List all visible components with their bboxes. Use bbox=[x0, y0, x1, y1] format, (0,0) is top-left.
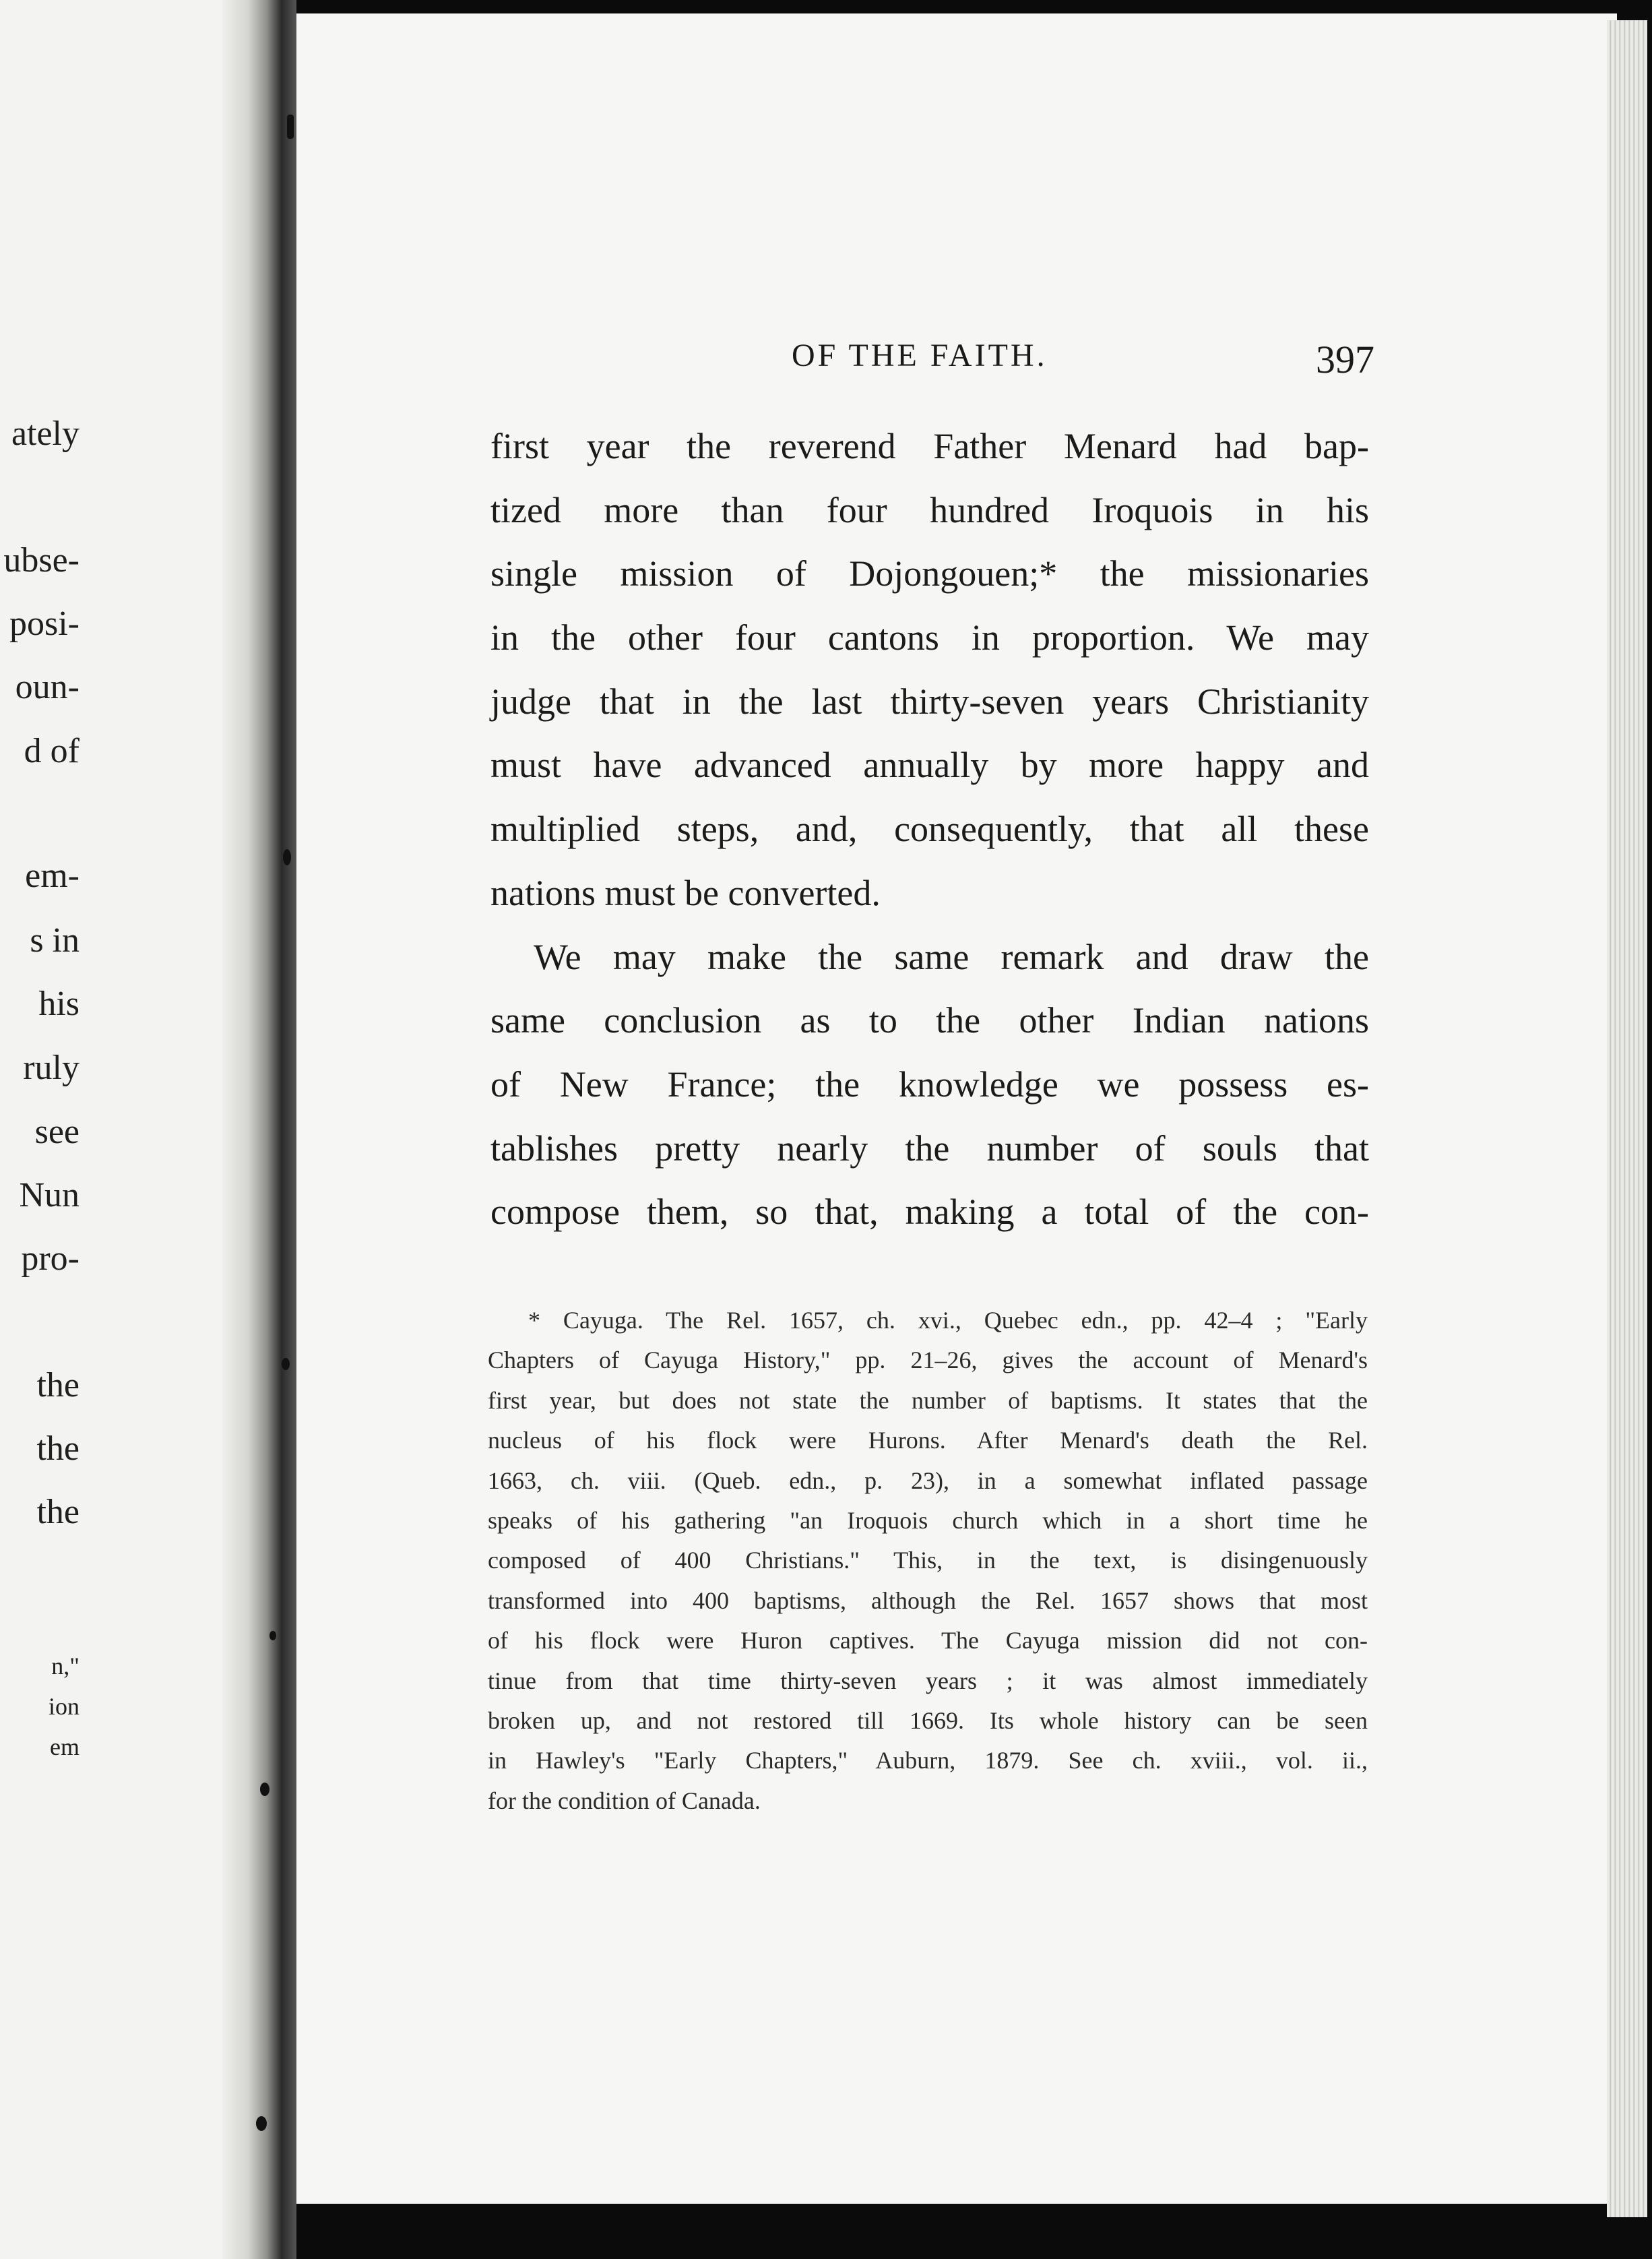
footnote-line: speaks of his gathering "an Iroquois church which in a short time he bbox=[488, 1506, 1368, 1534]
footnote-line: of his flock were Huron captives. The Cayuga mission did not con- bbox=[488, 1627, 1368, 1654]
footnote-line: in Hawley's "Early Chapters," Auburn, 1879. See ch. xviii., vol. ii., bbox=[488, 1747, 1368, 1774]
text-line: first year the reverend Father Menard had bap- bbox=[490, 426, 1369, 466]
binding-mark bbox=[283, 849, 291, 865]
footnote-line: 1663, ch. viii. (Queb. edn., p. 23), in a somewhat inflated passage bbox=[488, 1466, 1368, 1494]
binding-mark bbox=[287, 115, 294, 139]
left-note-fragment: n," bbox=[51, 1652, 80, 1679]
left-fragment: pro- bbox=[21, 1239, 80, 1278]
text-line: judge that in the last thirty-seven years Christianity bbox=[490, 681, 1369, 722]
left-fragment: posi- bbox=[9, 605, 80, 643]
footnote-line: * Cayuga. The Rel. 1657, ch. xvi., Quebec edn., pp. 42–4 ; "Early bbox=[528, 1307, 1368, 1334]
footnote-line: transformed into 400 baptisms, although the Rel. 1657 shows that most bbox=[488, 1586, 1368, 1614]
footnote-line: for the condition of Canada. bbox=[488, 1787, 761, 1814]
footnote bbox=[488, 1301, 1368, 1821]
left-fragment: see bbox=[34, 1113, 80, 1151]
text-line: same conclusion as to the other Indian nations bbox=[490, 1000, 1369, 1041]
binding-mark bbox=[256, 2116, 267, 2131]
text-line: We may make the same remark and draw the bbox=[534, 936, 1369, 977]
footnote-line: nucleus of his flock were Hurons. After Menard's death the Rel. bbox=[488, 1427, 1368, 1454]
left-fragment: ubse- bbox=[3, 541, 80, 580]
left-note-fragment: em bbox=[50, 1733, 80, 1760]
left-fragment: d of bbox=[24, 732, 80, 770]
footnote-line: first year, but does not state the number of baptisms. It states that the bbox=[488, 1386, 1368, 1414]
binding-mark bbox=[282, 1358, 290, 1370]
binding-mark bbox=[269, 1631, 276, 1640]
left-fragment: the bbox=[36, 1429, 80, 1468]
text-line: tized more than four hundred Iroquois in his bbox=[490, 489, 1369, 530]
left-fragment: ately bbox=[11, 414, 80, 453]
text-line: of New France; the knowledge we possess es- bbox=[490, 1063, 1369, 1105]
text-line: multiplied steps, and, consequently, that all these bbox=[490, 809, 1369, 850]
text-line: tablishes pretty nearly the number of souls that bbox=[490, 1127, 1369, 1169]
book-gutter bbox=[222, 0, 296, 2259]
page-edges bbox=[1607, 20, 1647, 2217]
footnote-line: Chapters of Cayuga History," pp. 21–26, gives the account of Menard's bbox=[488, 1347, 1368, 1374]
left-fragment: em- bbox=[25, 857, 80, 895]
text-line: in the other four cantons in proportion. We may bbox=[490, 617, 1369, 658]
page-header bbox=[485, 317, 1374, 381]
left-fragment: oun- bbox=[15, 668, 80, 706]
binding-mark bbox=[260, 1783, 269, 1796]
footnote-line: tinue from that time thirty-seven years ; it was almost immediately bbox=[488, 1667, 1368, 1694]
text-line: must have advanced annually by more happy and bbox=[490, 745, 1369, 786]
body-text bbox=[490, 414, 1369, 1244]
left-fragment: Nun bbox=[19, 1176, 80, 1214]
text-line: single mission of Dojongouen;* the missionaries bbox=[490, 553, 1369, 594]
left-fragment: the bbox=[36, 1493, 80, 1531]
left-fragment: ruly bbox=[23, 1049, 80, 1087]
left-fragment: his bbox=[38, 985, 80, 1023]
page-number: 397 bbox=[1316, 338, 1374, 381]
left-fragment: the bbox=[36, 1366, 80, 1404]
footnote-line: broken up, and not restored till 1669. Its whole history can be seen bbox=[488, 1706, 1368, 1734]
text-line: nations must be converted. bbox=[490, 872, 881, 913]
footnote-line: composed of 400 Christians." This, in the text, is disingenuously bbox=[488, 1547, 1368, 1574]
left-fragment: s in bbox=[30, 921, 80, 960]
text-line: compose them, so that, making a total of the con- bbox=[490, 1192, 1369, 1233]
left-note-fragment: ion bbox=[48, 1693, 80, 1720]
running-head: OF THE FAITH. bbox=[792, 338, 1048, 373]
